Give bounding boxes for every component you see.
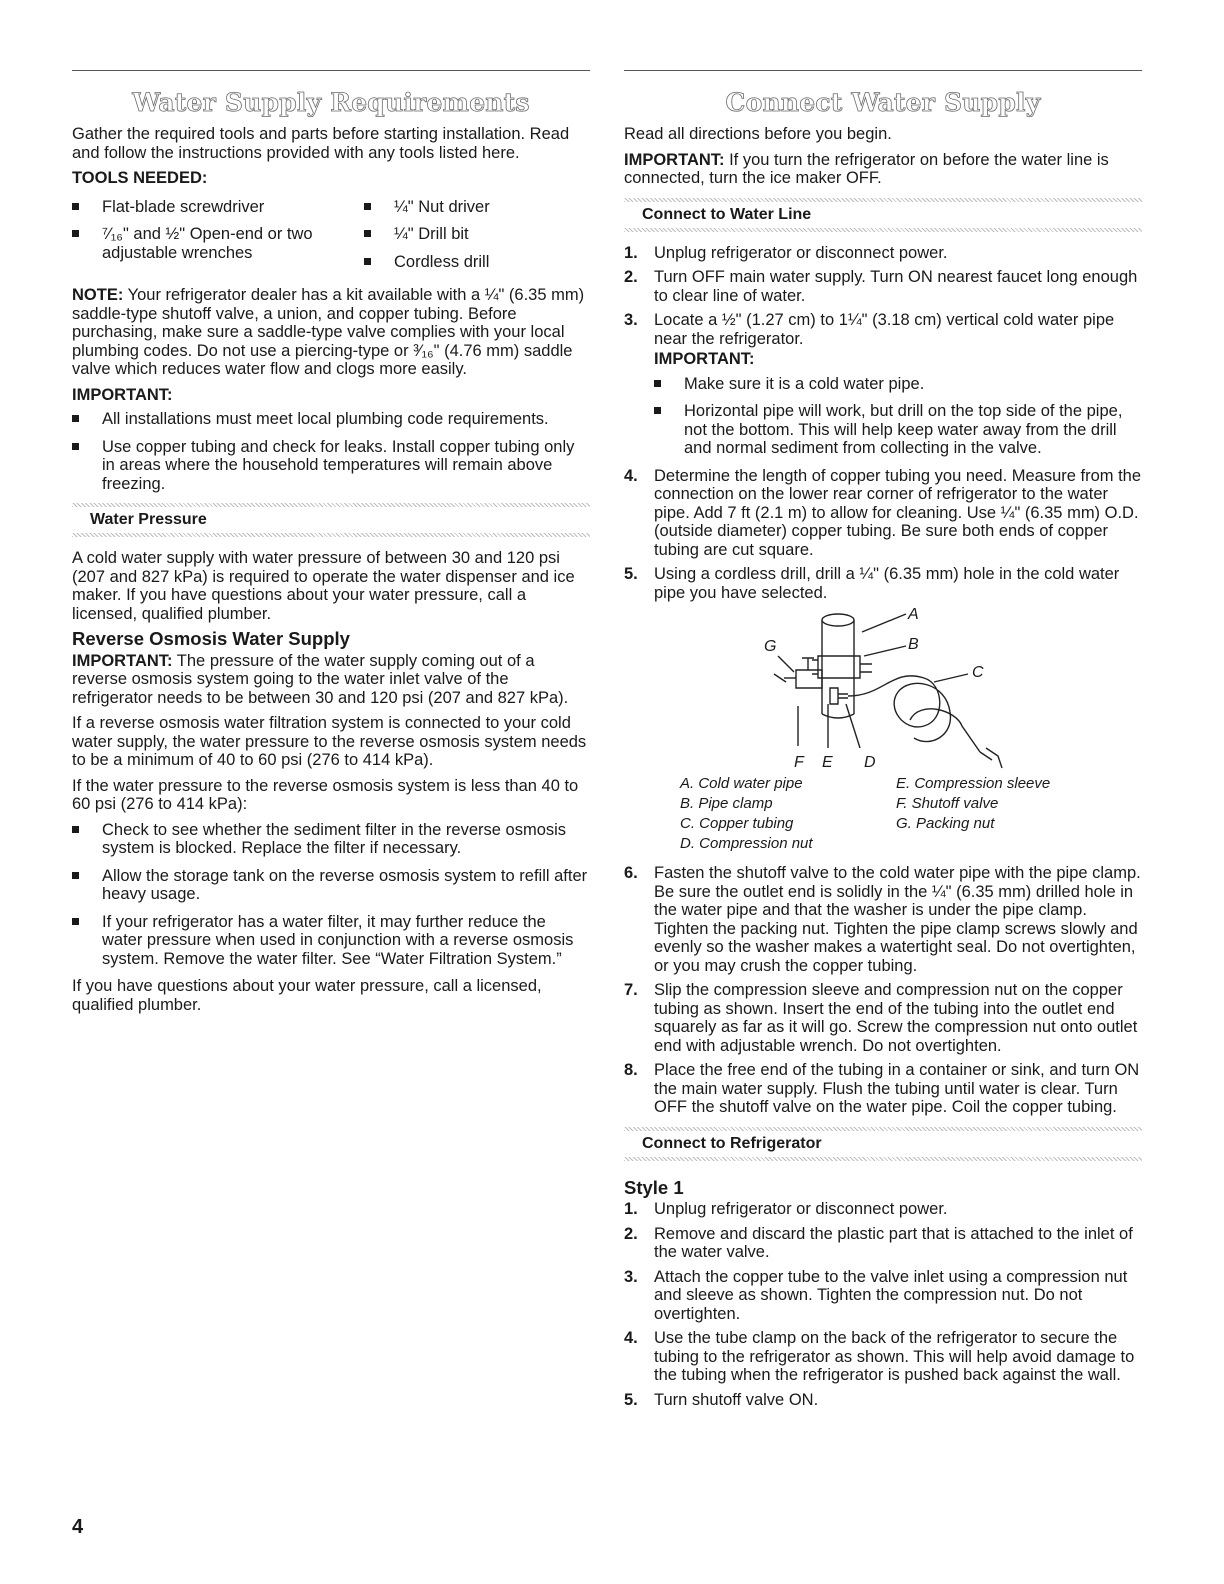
ro-important-label: IMPORTANT: [72, 651, 173, 670]
callout-b: B [908, 636, 919, 653]
step-number: 6. [624, 864, 638, 882]
water-line-steps-continued [624, 864, 1142, 1117]
ro-important-text: The pressure of the water supply coming out of a reverse osmosis system going to the water inlet valve of the refrigerator needs to be between 30 and 120 psi (207 and 827 kPa). [72, 651, 569, 707]
ro-item: Allow the storage tank on the reverse osmosis system to refill after heavy usage. [72, 867, 590, 904]
important-item: Use copper tubing and check for leaks. Install copper tubing only in areas where the household temperatures will remain above freezing. [72, 438, 590, 494]
ro-item: If your refrigerator has a water filter, it may further reduce the water pressure when used in conjunction with a reverse osmosis system. Remove the water filter. See “Water Filtration System.” [72, 913, 590, 969]
right-column [624, 70, 1142, 1415]
step-text: Fasten the shutoff valve to the cold water pipe with the pipe clamp. Be sure the outlet end is solidly in the ¼" (6.35 mm) drilled hole in the water pipe and that the washer is under the pipe clamp. Tighten the packing nut. Tighten the pipe clamp screws slowly and evenly so the washer makes a watertight seal. Do not overtighten, or you may crush the copper tubing. [654, 864, 1141, 975]
step-number: 1. [624, 243, 638, 262]
step-number: 7. [624, 981, 638, 999]
ro-list [72, 821, 590, 969]
step-number: 5. [624, 565, 638, 583]
legend-item: B. Pipe clamp [680, 795, 773, 812]
ro-paragraph-3: If the water pressure to the reverse osmosis system is less than 40 to 60 psi (276 to 414 kPa): [72, 776, 579, 813]
diagram-legend [680, 774, 1142, 854]
step-number: 3. [624, 1267, 638, 1286]
water-line-steps [624, 244, 1142, 603]
step-text: Using a cordless drill, drill a ¼" (6.35 mm) hole in the cold water pipe you have selected. [654, 565, 1120, 602]
step-text: Slip the compression sleeve and compression nut on the copper tubing as shown. Insert the end of the tubing into the outlet end squarely as far as it will go. Screw the compression nut onto outlet end with adjustable wrench. Do not overtighten. [654, 981, 1138, 1055]
step [624, 1268, 1142, 1324]
legend-item: G. Packing nut [896, 815, 995, 832]
step-number: 3. [624, 311, 638, 329]
legend-item: D. Compression nut [680, 835, 813, 852]
step [624, 467, 1142, 560]
step [624, 268, 1142, 305]
step [624, 311, 1142, 458]
step-text: Remove and discard the plastic part that is attached to the inlet of the water valve. [654, 1224, 1133, 1261]
step3-important-list [654, 375, 1142, 458]
water-pressure-heading: Water Pressure [90, 511, 207, 528]
step-number: 1. [624, 1200, 638, 1218]
refrigerator-steps [624, 1200, 1142, 1409]
important-list [72, 410, 590, 493]
ro-closing: If you have questions about your water pressure, call a licensed, qualified plumber. [72, 977, 542, 1014]
ro-paragraph-2: If a reverse osmosis water filtration system is connected to your cold water supply, the water pressure to the reverse osmosis system needs to be a minimum of 40 to 60 psi (276 to 414 kPa). [72, 714, 587, 769]
step-number: 4. [624, 466, 638, 485]
step-text: Turn OFF main water supply. Turn ON nearest faucet long enough to clear line of water. [654, 268, 1138, 305]
left-column [72, 70, 590, 1021]
step-number: 4. [624, 1329, 638, 1347]
style-1-heading: Style 1 [624, 1176, 684, 1198]
connect-water-line-heading: Connect to Water Line [642, 205, 812, 223]
tools-column-2 [364, 198, 490, 281]
note-label: NOTE: [72, 286, 124, 304]
callout-c: C [972, 664, 984, 681]
step-text: Unplug refrigerator or disconnect power. [654, 243, 948, 262]
right-important-paragraph [624, 151, 1142, 188]
reverse-osmosis-heading: Reverse Osmosis Water Supply [72, 628, 350, 649]
ro-important-paragraph [72, 652, 590, 708]
step [624, 864, 1142, 975]
water-pressure-band [72, 503, 590, 537]
note-text: Your refrigerator dealer has a kit available with a ¼" (6.35 mm) saddle-type shutoff valve, a union, and copper tubing. Before purchasing, make sure a saddle-type valve complies with your local plumbing codes. Do not use a piercing-type or ³⁄₁₆" (4.76 mm) saddle valve which reduces water flow and clogs more easily. [72, 286, 585, 378]
legend-item: C. Copper tubing [680, 815, 794, 832]
connect-refrigerator-heading: Connect to Refrigerator [642, 1134, 822, 1152]
connect-refrigerator-band [624, 1127, 1142, 1161]
valve-illustration [624, 608, 1142, 774]
callout-d: D [864, 754, 876, 771]
tools-needed-heading: TOOLS NEEDED: [72, 169, 208, 187]
step-number: 2. [624, 268, 638, 286]
step-number: 5. [624, 1390, 638, 1409]
top-rule [72, 70, 590, 71]
callout-a: A [908, 606, 919, 623]
right-important-text: If you turn the refrigerator on before the water line is connected, turn the ice maker OFF. [624, 150, 1109, 187]
step [624, 1225, 1142, 1262]
step [624, 1329, 1142, 1385]
step-text: Turn shutoff valve ON. [654, 1390, 819, 1409]
top-rule [624, 70, 1142, 71]
callout-e: E [822, 754, 833, 771]
callout-g: G [764, 638, 777, 655]
important-heading: IMPORTANT: [72, 385, 173, 404]
step-number: 8. [624, 1061, 638, 1079]
step [624, 1391, 1142, 1410]
connect-water-line-band [624, 198, 1142, 232]
step [624, 1061, 1142, 1117]
step [624, 244, 1142, 263]
tool-item: Flat-blade screwdriver [72, 198, 364, 217]
legend-item: E. Compression sleeve [896, 775, 1051, 792]
step [624, 981, 1142, 1055]
water-supply-requirements-title: Water Supply Requirements [132, 88, 530, 117]
step [624, 1200, 1142, 1219]
step [624, 565, 1142, 602]
step-text: Unplug refrigerator or disconnect power. [654, 1200, 948, 1218]
important-item: All installations must meet local plumbing code requirements. [72, 410, 590, 429]
legend-item: F. Shutoff valve [896, 795, 999, 812]
tool-item: ¼" Nut driver [364, 198, 490, 217]
step-text: Use the tube clamp on the back of the refrigerator to secure the tubing to the refrigerator as shown. This will help avoid damage to the tubing when the refrigerator is pushed back against the wall. [654, 1329, 1135, 1384]
step-text: Attach the copper tube to the valve inlet using a compression nut and sleeve as shown. Tighten the compression nut. Do not overtighten. [654, 1267, 1128, 1323]
ro-item: Check to see whether the sediment filter in the reverse osmosis system is blocked. Replace the filter if necessary. [72, 821, 590, 858]
step-text: Place the free end of the tubing in a container or sink, and turn ON the main water supply. Flush the tubing until water is clear. Turn OFF the shutoff valve on the water pipe. Coil the copper tubing. [654, 1061, 1140, 1116]
step3-important-heading: IMPORTANT: [654, 350, 755, 368]
legend-column-2 [896, 774, 1050, 854]
water-pressure-text: A cold water supply with water pressure of between 30 and 120 psi (207 and 827 kPa) is required to operate the water dispenser and ice maker. If you have questions about your water pressure, call a licensed, qualified plumber. [72, 549, 575, 623]
step-text: Locate a ½" (1.27 cm) to 1¼" (3.18 cm) vertical cold water pipe near the refrigerator. [654, 311, 1115, 348]
shutoff-valve-diagram [624, 608, 1142, 774]
callout-f: F [794, 754, 804, 771]
page-number: 4 [72, 1516, 84, 1538]
step-text: Determine the length of copper tubing you need. Measure from the connection on the lower rear corner of refrigerator to the water pipe. Add 7 ft (2.1 m) to allow for cleaning. Use ¼" (6.35 mm) O.D. (outside diameter) copper tubing. Be sure both ends of copper tubing are cut square. [654, 466, 1142, 559]
right-intro: Read all directions before you begin. [624, 125, 892, 143]
connect-water-supply-title: Connect Water Supply [725, 88, 1041, 117]
tool-item: ¼" Drill bit [364, 225, 490, 244]
tools-column-1 [72, 198, 364, 281]
legend-item: A. Cold water pipe [680, 775, 803, 792]
right-important-label: IMPORTANT: [624, 150, 725, 169]
intro-text: Gather the required tools and parts before starting installation. Read and follow the instructions provided with any tools listed here. [72, 125, 570, 162]
step-number: 2. [624, 1224, 638, 1243]
tool-item: Cordless drill [364, 253, 490, 272]
note-paragraph [72, 286, 590, 379]
legend-column-1 [680, 774, 896, 854]
tools-list [72, 198, 590, 281]
step3-important-item: Make sure it is a cold water pipe. [654, 375, 1142, 394]
step3-important-item: Horizontal pipe will work, but drill on the top side of the pipe, not the bottom. This will help keep water away from the drill and normal sediment from collecting in the valve. [654, 402, 1142, 458]
tool-item: ⁷⁄₁₆" and ½" Open-end or two adjustable wrenches [72, 225, 364, 262]
